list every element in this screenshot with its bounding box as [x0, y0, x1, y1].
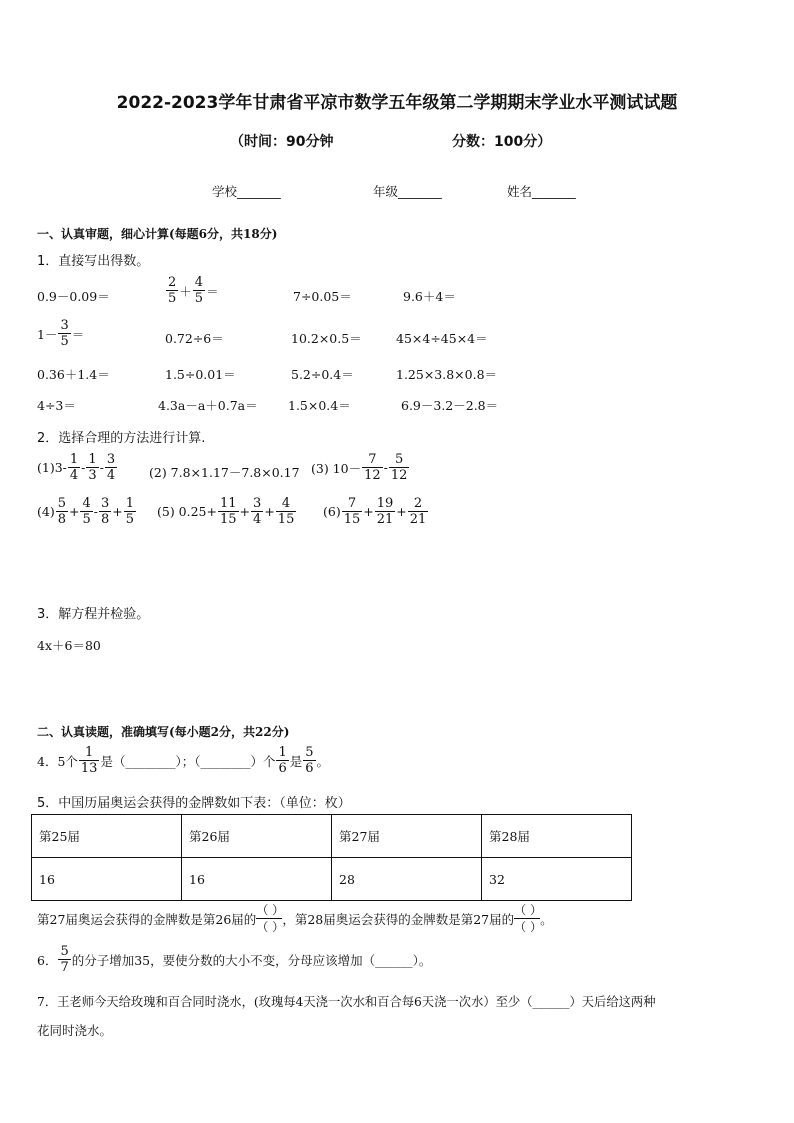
medal-table — [31, 814, 632, 901]
q2-p5: (5) 0.25+ $\frac{11}{15}$ + $\frac{3}{4}$ + $\frac{4}{15}$ — [157, 496, 295, 527]
q1-r1-c: 7÷0.05＝ — [293, 289, 352, 304]
fraction: $\frac{3}{5}$ — [60, 318, 69, 349]
fraction: $\frac{2}{21}$ — [409, 496, 427, 527]
q1-r3-d: 1.25×3.8×0.8＝ — [396, 367, 498, 382]
table-header-cell: 第27届 — [332, 815, 482, 858]
table-row — [32, 858, 632, 901]
q3-label: 3．解方程并检验。 — [37, 607, 150, 622]
q4: 4．5个 $\frac{1}{13}$ 是（________）；（________）个 $\frac{1}{6}$ 是 $\frac{5}{6}$ 。 — [37, 745, 330, 776]
q1-r2-d: 45×4÷45×4＝ — [396, 331, 488, 346]
table-header-row — [32, 815, 632, 858]
exam-score: 分数：100分） — [452, 134, 552, 150]
q3-equation: 4x＋6＝80 — [37, 638, 101, 653]
q1-r3-a: 0.36＋1.4＝ — [37, 367, 110, 382]
fraction: $\frac{11}{15}$ — [220, 496, 237, 527]
answer-fraction-blank[interactable]: $\frac{( )}{( )}$ — [514, 903, 542, 934]
exam-time: （时间：90分钟 — [230, 134, 334, 150]
fraction: $\frac{3}{4}$ — [253, 496, 262, 527]
q1-r4-d: 6.9－3.2－2.8＝ — [401, 398, 499, 413]
fraction: $\frac{3}{8}$ — [101, 496, 110, 527]
fraction: $\frac{5}{6}$ — [305, 745, 314, 776]
q1-r4-b: 4.3a－a＋0.7a＝ — [158, 398, 258, 413]
table-header-cell: 第26届 — [182, 815, 332, 858]
q2-p2: (2) 7.8×1.17－7.8×0.17 — [149, 465, 300, 480]
fraction: $\frac{4}{5}$ — [82, 496, 91, 527]
q7-line2: 花同时浇水。 — [37, 1023, 113, 1038]
q2-label: 2．选择合理的方法进行计算. — [37, 431, 206, 446]
table-cell: 32 — [482, 858, 632, 901]
fraction: $\frac{7}{15}$ — [343, 496, 361, 527]
q7-line1: 7．王老师今天给玫瑰和百合同时浇水，(玫瑰每4天浇一次水和百合每6天浇一次水）至少（______）天后给这两种 — [37, 995, 656, 1009]
fraction: $\frac{19}{21}$ — [376, 496, 394, 527]
fraction: $\frac{5}{8}$ — [57, 496, 66, 527]
answer-fraction-blank[interactable]: $\frac{( )}{( )}$ — [256, 903, 285, 934]
q2-p3: (3) 10－ $\frac{7}{12}$ - $\frac{5}{12}$ — [311, 452, 408, 483]
fraction: $\frac{1}{6}$ — [278, 745, 287, 776]
q2-p6: (6) $\frac{7}{15}$ + $\frac{19}{21}$ + $\frac{2}{21}$ — [323, 496, 427, 527]
section-2-heading: 二、认真读题，准确填写(每小题2分，共22分) — [37, 725, 290, 739]
fraction: $\frac{1}{13}$ — [80, 745, 98, 776]
q1-r2-b: 0.72÷6＝ — [165, 331, 224, 346]
q2-p4: (4) $\frac{5}{8}$ + $\frac{4}{5}$ - $\frac{3}{8}$ + $\frac{1}{5}$ — [37, 496, 135, 527]
q1-r2-a: 1－ $\frac{3}{5}$ ＝ — [37, 318, 85, 349]
school-field[interactable]: 学校_______ — [212, 184, 281, 199]
fraction: $\frac{7}{12}$ — [364, 452, 381, 483]
q1-r1-b: $\frac{2}{5}$ ＋ $\frac{4}{5}$ ＝ — [168, 275, 219, 306]
fraction: $\frac{3}{4}$ — [106, 452, 116, 483]
q1-label: 1．直接写出得数。 — [37, 254, 150, 269]
q4-blanks[interactable]: 是（________）；（________）个 — [100, 753, 276, 769]
q1-r1-d: 9.6＋4＝ — [403, 289, 456, 304]
q6: 6． $\frac{5}{7}$ 的分子增加35，要使分数的大小不变，分母应该增加（______）。 — [37, 944, 432, 975]
fraction: $\frac{1}{4}$ — [69, 452, 79, 483]
fraction: $\frac{4}{15}$ — [277, 496, 295, 527]
q1-r4-c: 1.5×0.4＝ — [288, 398, 351, 413]
fraction: $\frac{2}{5}$ — [168, 275, 177, 306]
q2-p1: (1)3- $\frac{1}{4}$ - $\frac{1}{3}$ - $\frac{3}{4}$ — [37, 452, 116, 483]
q1-r2-c: 10.2×0.5＝ — [291, 331, 362, 346]
q1-r3-c: 5.2÷0.4＝ — [291, 367, 354, 382]
table-cell: 16 — [182, 858, 332, 901]
fraction: $\frac{1}{5}$ — [125, 496, 135, 527]
grade-field[interactable]: 年级_______ — [373, 184, 442, 199]
q1-r1-a: 0.9－0.09＝ — [37, 289, 110, 304]
table-header-cell: 第28届 — [482, 815, 632, 858]
table-header-cell: 第25届 — [32, 815, 182, 858]
page-title: 2022-2023学年甘肃省平凉市数学五年级第二学期期末学业水平测试试题 — [116, 93, 678, 113]
q1-r4-a: 4÷3＝ — [37, 398, 76, 413]
table-cell: 16 — [32, 858, 182, 901]
fraction: $\frac{5}{12}$ — [390, 452, 408, 483]
fraction: $\frac{1}{3}$ — [88, 452, 97, 483]
fraction: $\frac{5}{7}$ — [60, 944, 69, 975]
q5-label: 5．中国历届奥运会获得的金牌数如下表：（单位：枚） — [37, 796, 351, 811]
fraction: $\frac{4}{5}$ — [194, 275, 204, 306]
table-cell: 28 — [332, 858, 482, 901]
name-field[interactable]: 姓名_______ — [507, 184, 576, 199]
section-1-heading: 一、认真审题，细心计算(每题6分，共18分) — [37, 227, 278, 241]
q5-sentence: 第27届奥运会获得的金牌数是第26届的 $\frac{( )}{( )}$ ，第28届奥运会获得的金牌数是第27届的 $\frac{( )}{( )}$ 。 — [37, 903, 553, 934]
q1-r3-b: 1.5÷0.01＝ — [165, 367, 236, 382]
